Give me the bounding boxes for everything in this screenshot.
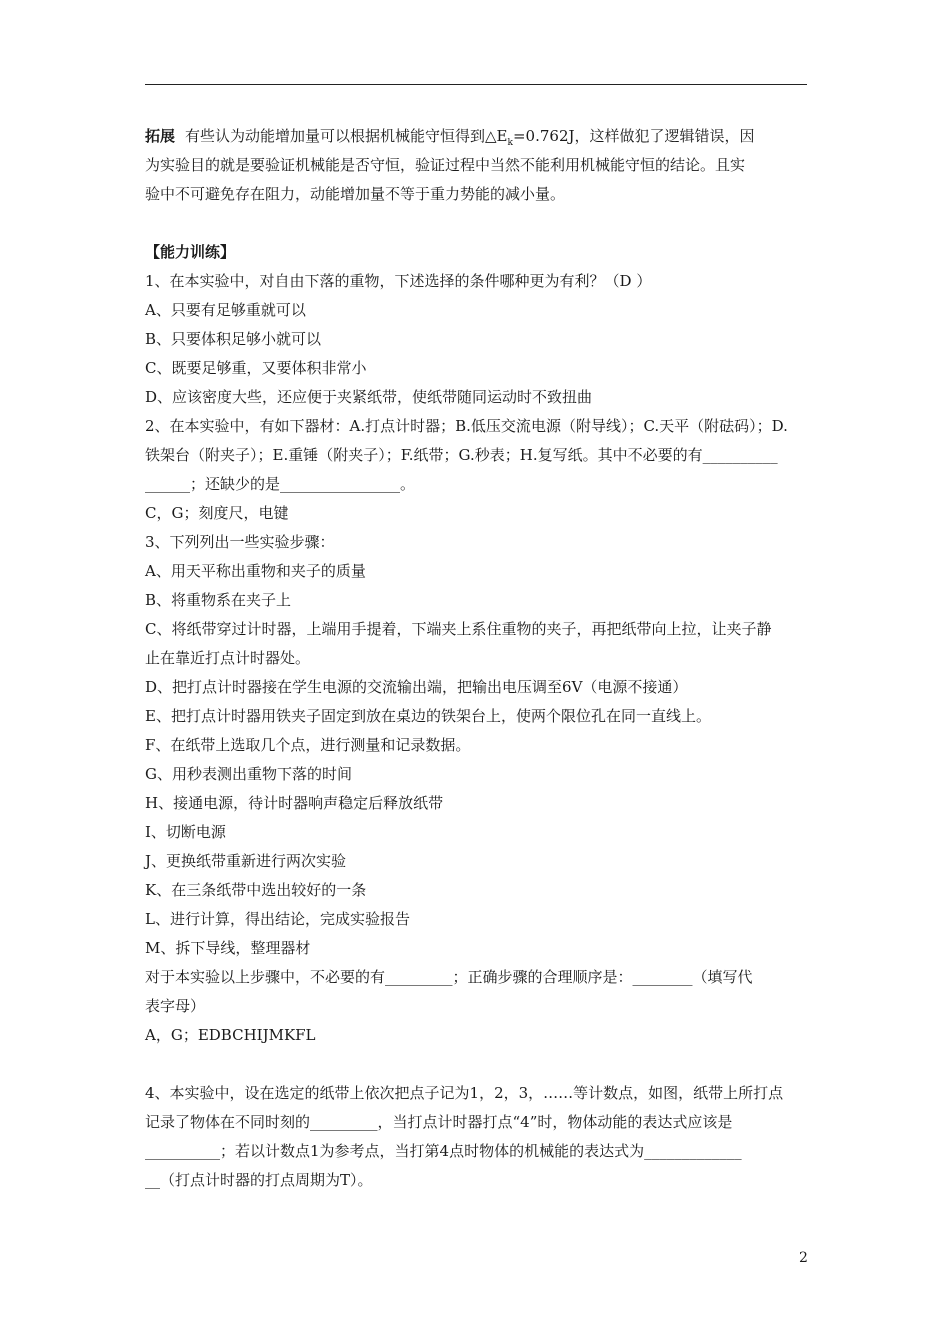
q2-line-2: 铁架台（附夹子）；E.重锤（附夹子）；F.纸带；G.秒表；H.复写纸。其中不必要的有__________ [145,446,778,464]
header-rule [145,84,807,85]
q1-option-c: C、既要足够重，又要体积非常小 [145,359,367,377]
q4-line-2: 记录了物体在不同时刻的_________，当打点计时器打点“4”时，物体动能的表达式应该是 [145,1113,733,1131]
q3-step-i: I、切断电源 [145,823,226,841]
q3-question-2: 表字母） [145,997,206,1015]
section-title: 【能力训练】 [145,243,236,261]
q3-question-1: 对于本实验以上步骤中，不必要的有_________；正确步骤的合理顺序是：________（填写代 [145,968,753,986]
q3-answer: A，G；EDBCHIJMKFL [145,1026,316,1044]
q4-line-1: 4、本实验中，设在选定的纸带上依次把点子记为1，2，3，……等计数点，如图，纸带上所打点 [145,1084,784,1102]
q1-option-d: D、应该密度大些，还应便于夹紧纸带，使纸带随同运动时不致扭曲 [145,388,593,406]
q3-stem: 3、下列列出一些实验步骤： [145,533,335,551]
q4-line-4: __（打点计时器的打点周期为T）。 [145,1171,373,1189]
extension-subscript: k [507,138,513,148]
extension-text-1-rest: =0.762J，这样做犯了逻辑错误，因 [512,127,755,145]
q1-option-a: A、只要有足够重就可以 [145,301,306,319]
q3-step-a: A、用天平称出重物和夹子的质量 [145,562,366,580]
q3-step-l: L、进行计算，得出结论，完成实验报告 [145,910,410,928]
q1-stem: 1、在本实验中，对自由下落的重物，下述选择的条件哪种更为有利？（D ） [145,272,652,290]
q3-step-e: E、把打点计时器用铁夹子固定到放在桌边的铁架台上，使两个限位孔在同一直线上。 [145,707,711,725]
extension-keyword: 拓展 [145,127,176,145]
q3-step-g: G、用秒表测出重物下落的时间 [145,765,352,783]
q2-line-1: 2、在本实验中，有如下器材：A.打点计时器；B.低压交流电源（附导线）；C.天平（附砝码）；D. [145,417,788,435]
q4-line-3: __________；若以计数点1为参考点，当打第4点时物体的机械能的表达式为_____________ [145,1142,742,1160]
extension-line-2: 为实验目的就是要验证机械能是否守恒，验证过程中当然不能利用机械能守恒的结论。且实 [145,156,746,174]
q3-step-h: H、接通电源，待计时器响声稳定后释放纸带 [145,794,444,812]
extension-line-1 [145,122,810,151]
q3-step-f: F、在纸带上选取几个点，进行测量和记录数据。 [145,736,471,754]
extension-text-1: 有些认为动能增加量可以根据机械能守恒得到△E [185,127,508,145]
q3-step-c-1: C、将纸带穿过计时器，上端用手提着，下端夹上系住重物的夹子，再把纸带向上拉，让夹子静 [145,620,772,638]
page-number: 2 [799,1250,808,1266]
q3-step-d: D、把打点计时器接在学生电源的交流输出端，把输出电压调至6V（电源不接通） [145,678,688,696]
q2-answer: C，G；刻度尺，电键 [145,504,289,522]
q1-option-b: B、只要体积足够小就可以 [145,330,322,348]
extension-line-3: 验中不可避免存在阻力，动能增加量不等于重力势能的减小量。 [145,185,566,203]
q3-step-k: K、在三条纸带中选出较好的一条 [145,881,367,899]
page-content [145,122,810,1195]
q3-step-m: M、拆下导线，整理器材 [145,939,311,957]
q3-step-b: B、将重物系在夹子上 [145,591,292,609]
q2-line-3: ______；还缺少的是________________。 [145,475,416,493]
q3-step-j: J、更换纸带重新进行两次实验 [145,852,347,870]
q3-step-c-2: 止在靠近打点计时器处。 [145,649,311,667]
